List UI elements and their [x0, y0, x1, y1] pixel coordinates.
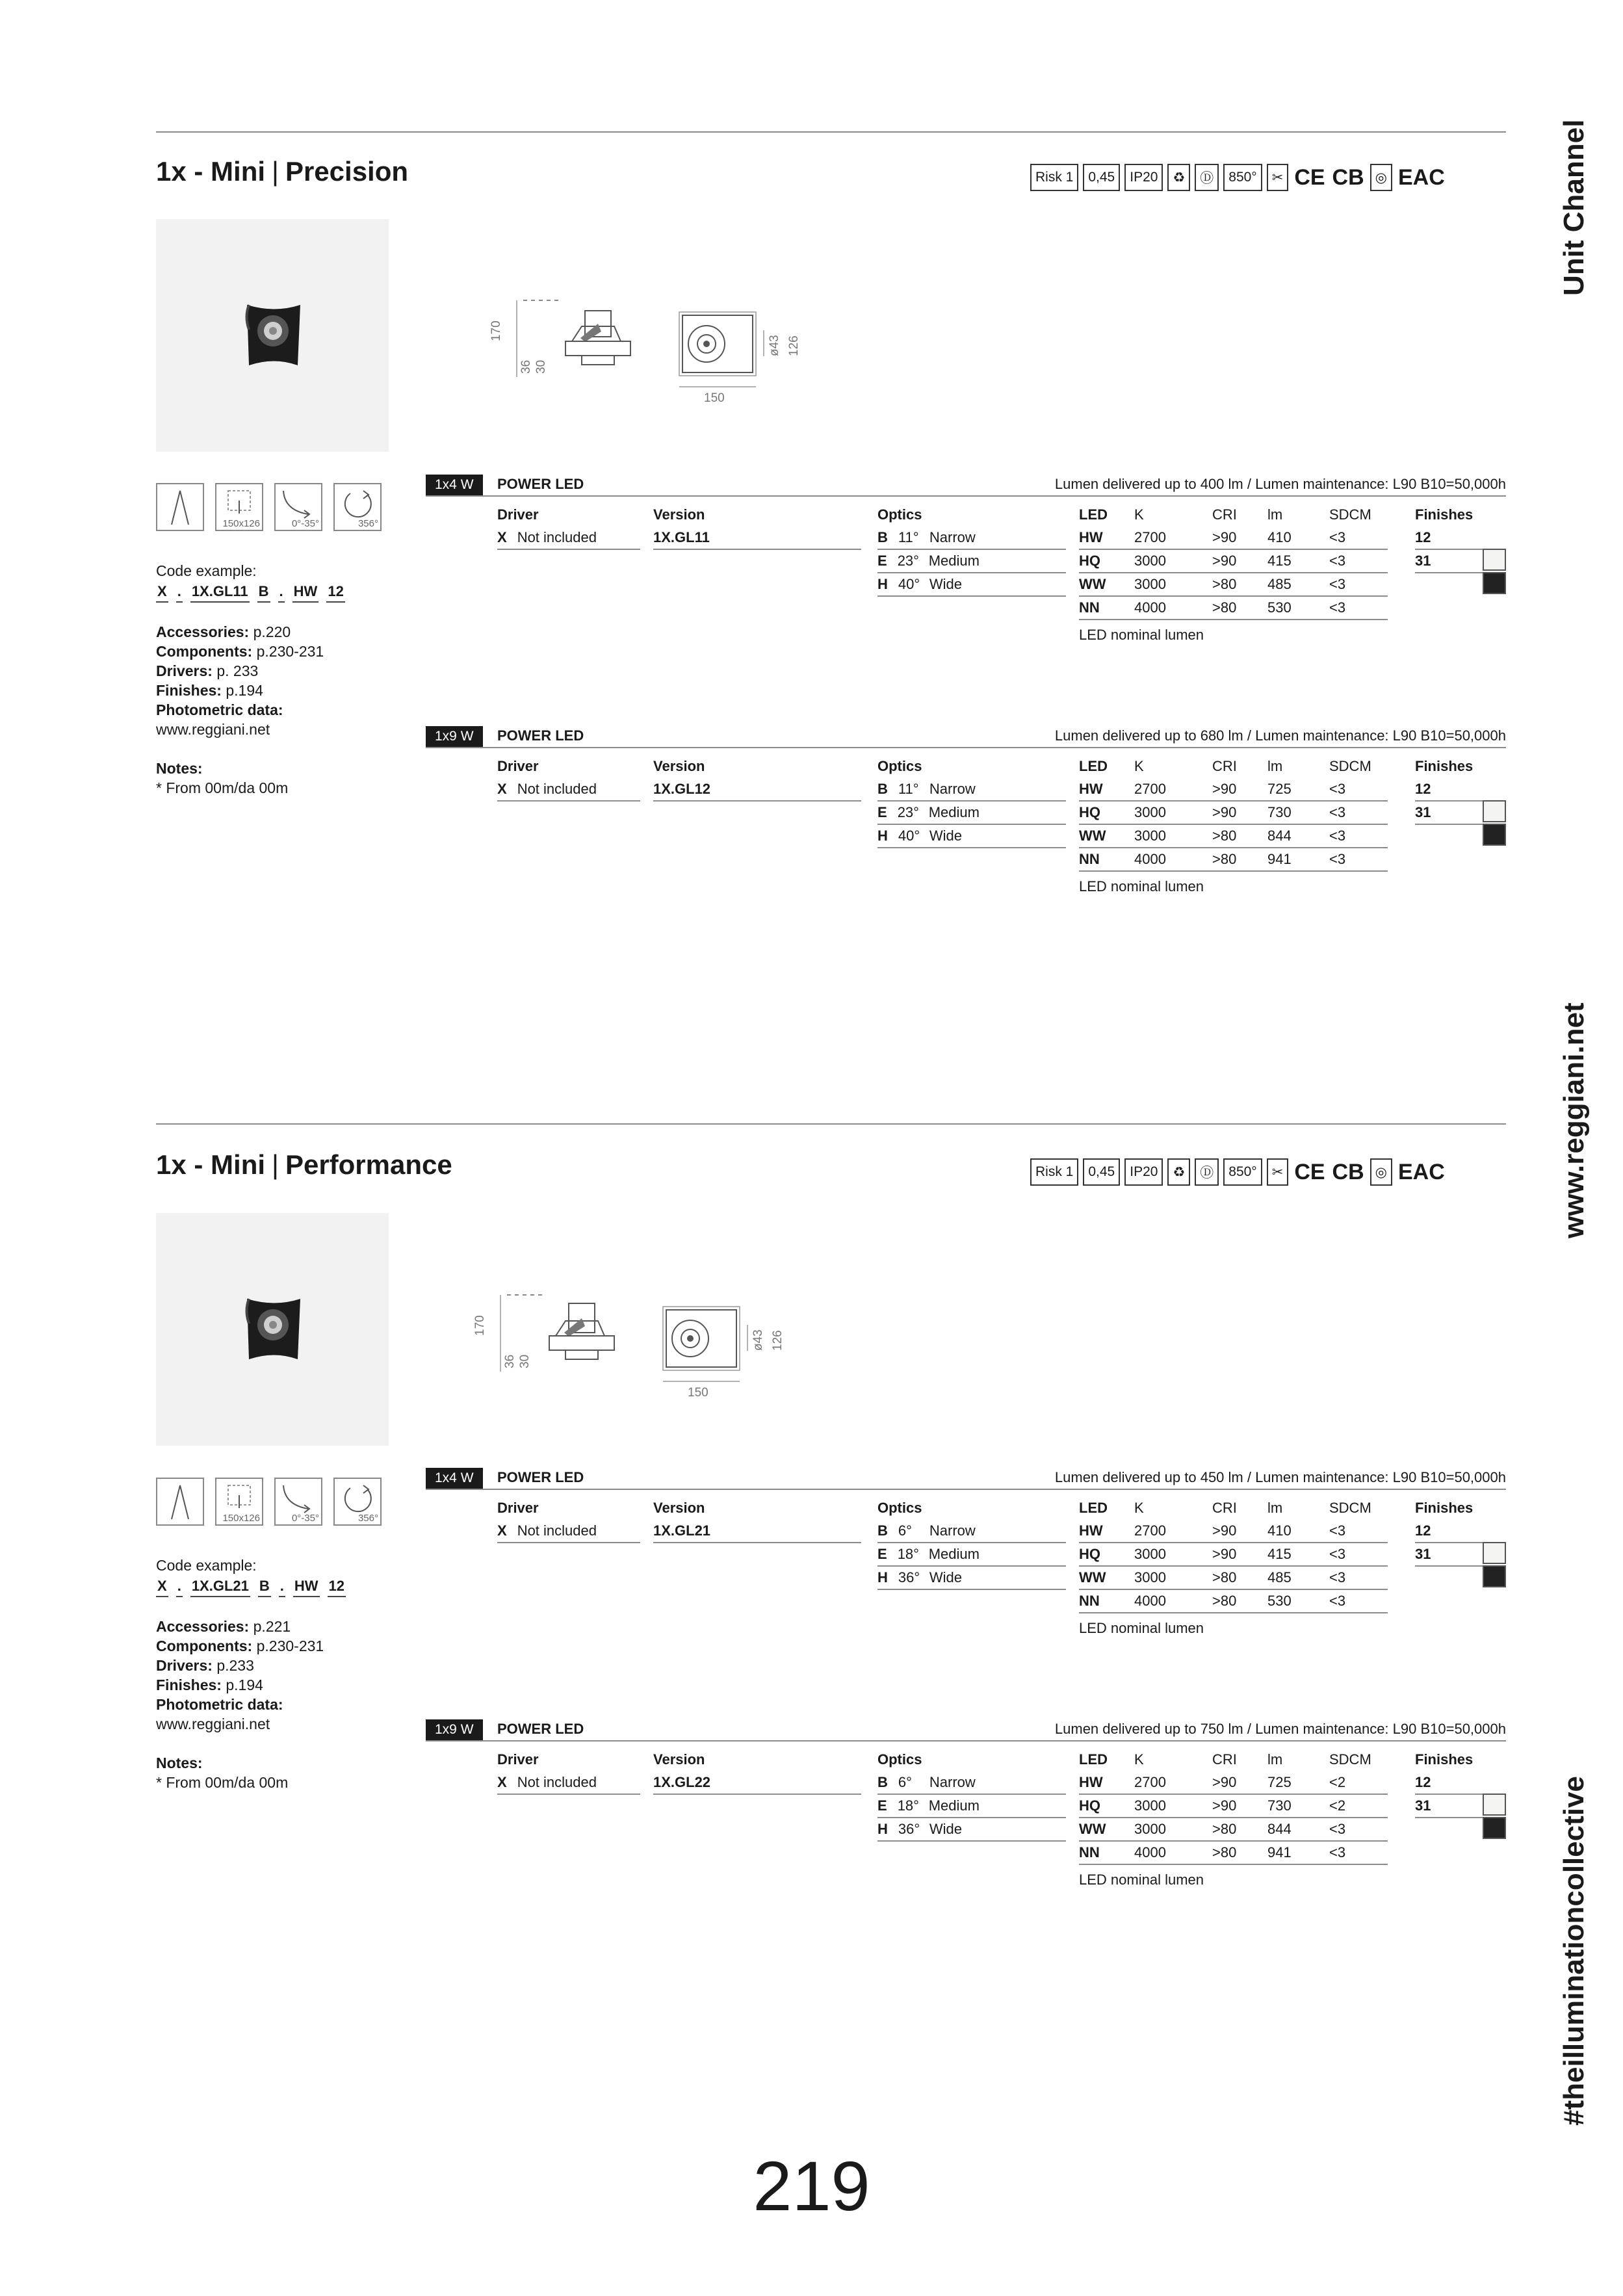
led-row: HQ 3000 >90 415 <3	[1079, 1543, 1388, 1567]
version-cell: 1X.GL22	[653, 1771, 861, 1795]
wattage-tag: 1x4 W	[426, 1468, 483, 1489]
spec-table	[426, 1719, 1506, 1888]
notes-text: * From 00m/da 00m	[156, 779, 289, 796]
version-cell: 1X.GL21	[653, 1520, 861, 1543]
optics-row: E 18° Medium	[877, 1543, 1066, 1567]
reference-line: Accessories: p.220	[156, 623, 291, 640]
driver-column: Driver X Not included	[497, 1496, 640, 1543]
optics-column: Optics B 11° Narrow E 23° Medium H 40° Wide	[877, 755, 1066, 848]
led-row: HW 2700 >90 725 <2	[1079, 1771, 1388, 1795]
version-column: Version 1X.GL11	[653, 503, 861, 550]
cert-badge: ✂	[1267, 164, 1289, 191]
optics-row: E 23° Medium	[877, 802, 1066, 825]
driver-cell: X Not included	[497, 527, 640, 550]
led-row: HW 2700 >90 410 <3	[1079, 527, 1388, 550]
optics-column: Optics B 6° Narrow E 18° Medium H 36° Wide	[877, 1496, 1066, 1590]
cutout-size-icon: 150x126	[215, 483, 263, 531]
led-row: HW 2700 >90 725 <3	[1079, 778, 1388, 802]
cert-badge: ◎	[1370, 1158, 1392, 1186]
rotation-icon: 356°	[333, 483, 382, 531]
optics-row: B 6° Narrow	[877, 1520, 1066, 1543]
reference-line: Drivers: p.233	[156, 1657, 254, 1674]
code-part: X	[156, 1576, 168, 1597]
section1-technical-drawing	[484, 286, 822, 413]
reference-line: Finishes: p.194	[156, 682, 263, 699]
sidebar-unit-channel: Unit Channel	[1558, 119, 1590, 296]
reference-line: Accessories: p.221	[156, 1618, 291, 1635]
section1-top-rule	[156, 131, 1506, 133]
finish-row: 31	[1415, 1543, 1506, 1567]
driver-cell: X Not included	[497, 1520, 640, 1543]
reference-line: Components: p.230-231	[156, 1637, 324, 1654]
dim-170: 170	[473, 1315, 487, 1336]
dim-150: 150	[704, 391, 725, 405]
code-part: 1X.GL11	[190, 582, 250, 603]
dim-126: 126	[787, 335, 801, 356]
cert-badge: EAC	[1397, 164, 1445, 190]
finish-row: 31	[1415, 802, 1506, 825]
led-type: POWER LED	[497, 476, 584, 492]
led-row: WW 3000 >80 844 <3	[1079, 1818, 1388, 1842]
nominal-lumen-note: LED nominal lumen	[1079, 627, 1204, 643]
optics-row: E 18° Medium	[877, 1795, 1066, 1818]
spec-table	[426, 1468, 1506, 1636]
cert-badge: Risk 1	[1030, 164, 1078, 191]
cert-badge: Ⓓ	[1195, 164, 1219, 191]
spec-table	[426, 726, 1506, 894]
driver-cell: X Not included	[497, 778, 640, 802]
optics-row: H 40° Wide	[877, 573, 1066, 597]
section2-title: 1x - Mini | Performance	[156, 1149, 452, 1180]
driver-column: Driver X Not included	[497, 1748, 640, 1795]
version-column: Version 1X.GL12	[653, 755, 861, 802]
tilt-icon: 0°-35°	[274, 1478, 322, 1526]
dim-36: 36	[503, 1354, 517, 1368]
section2-technical-drawing	[468, 1281, 806, 1407]
code-example	[156, 1576, 403, 1597]
cutout-size-icon: 150x126	[215, 1478, 263, 1526]
led-type: POWER LED	[497, 1721, 584, 1737]
cert-badge: IP20	[1124, 1158, 1163, 1186]
finish-row: 12	[1415, 1520, 1506, 1543]
version-column: Version 1X.GL21	[653, 1496, 861, 1543]
cert-badge: 0,45	[1083, 164, 1120, 191]
optics-column: Optics B 6° Narrow E 18° Medium H 36° Wide	[877, 1748, 1066, 1842]
lumen-info: Lumen delivered up to 400 lm / Lumen maintenance: L90 B10=50,000h	[1054, 476, 1506, 492]
code-part: B	[257, 582, 270, 603]
cert-badge: CE	[1294, 1159, 1325, 1184]
cert-badge: ♻	[1167, 1158, 1190, 1186]
nominal-lumen-note: LED nominal lumen	[1079, 878, 1204, 894]
code-example	[156, 582, 403, 603]
led-row: WW 3000 >80 485 <3	[1079, 1567, 1388, 1590]
product-image	[156, 219, 389, 452]
code-part: .	[176, 582, 183, 603]
page-number: 219	[753, 2146, 870, 2225]
dim-126: 126	[771, 1330, 785, 1351]
code-part: 1X.GL21	[190, 1576, 250, 1597]
dim-150: 150	[688, 1386, 708, 1400]
cert-badge: ♻	[1167, 164, 1190, 191]
cert-badge: 850°	[1223, 164, 1262, 191]
code-part: X	[156, 582, 168, 603]
reference-line: Photometric data:	[156, 701, 283, 718]
led-row: NN 4000 >80 530 <3	[1079, 1590, 1388, 1613]
version-column: Version 1X.GL22	[653, 1748, 861, 1795]
cert-badge: EAC	[1397, 1159, 1445, 1184]
code-part: HW	[293, 1576, 320, 1597]
spec-table-header	[426, 1468, 1506, 1490]
optics-row: B 11° Narrow	[877, 778, 1066, 802]
finishes-column: Finishes 12 31	[1415, 755, 1506, 825]
finish-row: 12	[1415, 527, 1506, 550]
cert-badge: CE	[1294, 164, 1325, 190]
led-row: HW 2700 >90 410 <3	[1079, 1520, 1388, 1543]
section2-product-photo	[156, 1213, 389, 1446]
code-part: 12	[328, 1576, 346, 1597]
finish-row: 31	[1415, 1795, 1506, 1818]
code-example-label: Code example:	[156, 1557, 257, 1574]
section1-product-photo	[156, 219, 389, 452]
led-row: HQ 3000 >90 415 <3	[1079, 550, 1388, 573]
beam-icon	[156, 1478, 204, 1526]
section1-feature-icons	[156, 483, 382, 531]
code-part: 12	[326, 582, 344, 603]
finish-swatch	[1483, 824, 1506, 846]
dim-d43: ø43	[768, 335, 781, 356]
nominal-lumen-note: LED nominal lumen	[1079, 1872, 1204, 1888]
dim-170: 170	[489, 320, 503, 341]
reference-line: Photometric data:	[156, 1696, 283, 1713]
wattage-tag: 1x4 W	[426, 475, 483, 495]
section2-cert-strip	[1030, 1158, 1446, 1186]
optics-row: H 36° Wide	[877, 1818, 1066, 1842]
led-row: HQ 3000 >90 730 <2	[1079, 1795, 1388, 1818]
notes-text: * From 00m/da 00m	[156, 1774, 289, 1791]
lumen-info: Lumen delivered up to 750 lm / Lumen maintenance: L90 B10=50,000h	[1054, 1721, 1506, 1737]
finish-swatch	[1483, 1565, 1506, 1587]
code-part: .	[278, 582, 285, 603]
dim-30: 30	[518, 1354, 532, 1368]
wattage-tag: 1x9 W	[426, 726, 483, 747]
tilt-icon: 0°-35°	[274, 483, 322, 531]
cert-badge: IP20	[1124, 164, 1163, 191]
led-column: LED K CRI lm SDCM HW 2700 >90 725 <3 HQ 3000 >90 730 <3 WW 3000 >80 844 <3 NN 4000 >80 941 <3 LED nominal lumen	[1079, 755, 1388, 895]
spec-table-header	[426, 726, 1506, 748]
led-row: NN 4000 >80 941 <3	[1079, 1842, 1388, 1865]
finishes-column: Finishes 12 31	[1415, 1496, 1506, 1567]
section1-title-sub: Precision	[285, 156, 409, 187]
dim-30: 30	[534, 359, 548, 374]
finish-swatch	[1483, 1817, 1506, 1839]
code-part: .	[279, 1576, 285, 1597]
led-type: POWER LED	[497, 1469, 584, 1485]
section2-title-sub: Performance	[285, 1149, 452, 1180]
dim-36: 36	[519, 359, 533, 374]
section1-cert-strip	[1030, 164, 1446, 191]
led-row: NN 4000 >80 530 <3	[1079, 597, 1388, 620]
lumen-info: Lumen delivered up to 450 lm / Lumen maintenance: L90 B10=50,000h	[1054, 1469, 1506, 1485]
code-part: .	[176, 1576, 183, 1597]
nominal-lumen-note: LED nominal lumen	[1079, 1620, 1204, 1636]
section1-title-main: 1x - Mini	[156, 156, 266, 187]
led-row: WW 3000 >80 844 <3	[1079, 825, 1388, 848]
finish-row: 31	[1415, 550, 1506, 573]
optics-row: B 6° Narrow	[877, 1771, 1066, 1795]
code-part: B	[258, 1576, 271, 1597]
led-column: LED K CRI lm SDCM HW 2700 >90 410 <3 HQ 3000 >90 415 <3 WW 3000 >80 485 <3 NN 4000 >80 530 <3 LED nominal lumen	[1079, 503, 1388, 644]
cert-badge: ◎	[1370, 164, 1392, 191]
optics-column: Optics B 11° Narrow E 23° Medium H 40° Wide	[877, 503, 1066, 597]
section2-sidebar-info	[156, 1556, 403, 1792]
section2-title-main: 1x - Mini	[156, 1149, 266, 1180]
cert-badge: CB	[1332, 1159, 1364, 1184]
optics-row: H 36° Wide	[877, 1567, 1066, 1590]
cert-badge: ✂	[1267, 1158, 1289, 1186]
finish-row: 12	[1415, 1771, 1506, 1795]
reference-line: Components: p.230-231	[156, 643, 324, 660]
led-type: POWER LED	[497, 727, 584, 744]
led-row: HQ 3000 >90 730 <3	[1079, 802, 1388, 825]
optics-row: B 11° Narrow	[877, 527, 1066, 550]
cert-badge: CB	[1332, 164, 1364, 190]
dim-d43: ø43	[751, 1329, 765, 1351]
notes-label: Notes:	[156, 760, 203, 777]
finish-swatch	[1483, 572, 1506, 594]
section2-feature-icons	[156, 1478, 382, 1526]
optics-row: H 40° Wide	[877, 825, 1066, 848]
code-example-label: Code example:	[156, 562, 257, 579]
spec-table-header	[426, 1719, 1506, 1742]
rotation-icon: 356°	[333, 1478, 382, 1526]
led-row: WW 3000 >80 485 <3	[1079, 573, 1388, 597]
driver-column: Driver X Not included	[497, 503, 640, 550]
notes-label: Notes:	[156, 1755, 203, 1771]
spec-table	[426, 475, 1506, 643]
section1-sidebar-info	[156, 561, 403, 798]
led-column: LED K CRI lm SDCM HW 2700 >90 410 <3 HQ 3000 >90 415 <3 WW 3000 >80 485 <3 NN 4000 >80 530 <3 LED nominal lumen	[1079, 1496, 1388, 1637]
cert-badge: 850°	[1223, 1158, 1262, 1186]
reference-line: Drivers: p. 233	[156, 662, 259, 679]
driver-cell: X Not included	[497, 1771, 640, 1795]
code-part: HW	[292, 582, 319, 603]
sidebar-hashtag: #theilluminationcollective	[1558, 1776, 1590, 2126]
version-cell: 1X.GL12	[653, 778, 861, 802]
website-link[interactable]: www.reggiani.net	[156, 1715, 270, 1732]
beam-icon	[156, 483, 204, 531]
cert-badge: Risk 1	[1030, 1158, 1078, 1186]
section2-top-rule	[156, 1123, 1506, 1125]
cert-badge: 0,45	[1083, 1158, 1120, 1186]
section1-title: 1x - Mini | Precision	[156, 156, 409, 187]
sidebar-website: www.reggiani.net	[1558, 1002, 1590, 1238]
version-cell: 1X.GL11	[653, 527, 861, 550]
finishes-column: Finishes 12 31	[1415, 503, 1506, 573]
spec-table-header	[426, 475, 1506, 497]
cert-badge: Ⓓ	[1195, 1158, 1219, 1186]
website-link[interactable]: www.reggiani.net	[156, 721, 270, 738]
led-row: NN 4000 >80 941 <3	[1079, 848, 1388, 872]
finishes-column: Finishes 12 31	[1415, 1748, 1506, 1818]
product-image	[156, 1213, 389, 1446]
lumen-info: Lumen delivered up to 680 lm / Lumen maintenance: L90 B10=50,000h	[1054, 727, 1506, 744]
optics-row: E 23° Medium	[877, 550, 1066, 573]
driver-column: Driver X Not included	[497, 755, 640, 802]
finish-row: 12	[1415, 778, 1506, 802]
reference-line: Finishes: p.194	[156, 1676, 263, 1693]
wattage-tag: 1x9 W	[426, 1719, 483, 1740]
led-column: LED K CRI lm SDCM HW 2700 >90 725 <2 HQ 3000 >90 730 <2 WW 3000 >80 844 <3 NN 4000 >80 941 <3 LED nominal lumen	[1079, 1748, 1388, 1888]
